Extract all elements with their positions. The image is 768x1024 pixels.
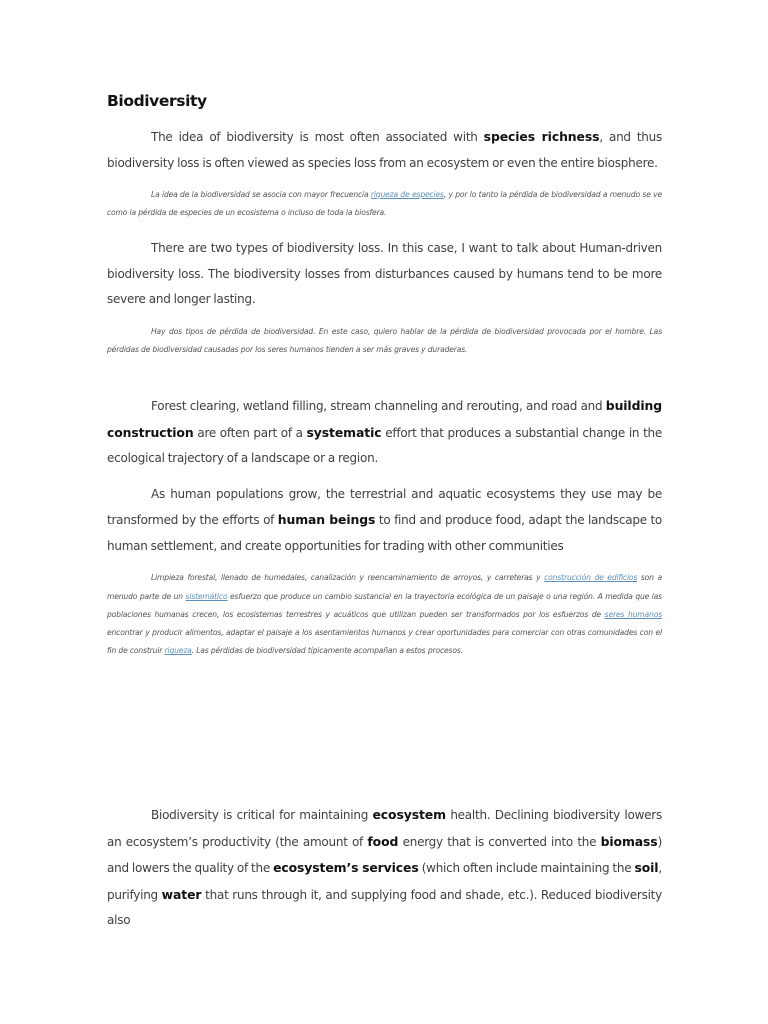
keyword-ecosystems-services: ecosystem’s services [273,860,419,876]
translation-species-richness: La idea de la biodiversidad se asocia con mayor frecuencia riqueza de especies, y por lo tanto la pérdida de biodiversidad a menudo se ve como la pérdida de especies de un ecosistema o incluso de toda la biosfera. [107,190,662,218]
paragraph-types-of-loss: There are two types of biodiversity loss. In this case, I want to talk about Human-driven biodiversity loss. The biodiversity losses from disturbances caused by humans tend to be more severe and longer lasting. [107,241,662,307]
paragraph-biodiversity-critical: Biodiversity is critical for maintaining ecosystem health. Declining biodiversity lowers an ecosystem’s productivity (the amount of food energy that is converted into the biomass) and lowers the quality of the ecosystem’s services (which often include maintaining the soil, purifying water that runs through it, and supplying food and shade, etc.). Reduced biodiversity also [107,807,662,928]
keyword-ecosystem: ecosystem [372,807,446,823]
paragraph-forest-clearing: Forest clearing, wetland filling, stream channeling and rerouting, and road and building construction are often part of a systematic effort that produces a substantial change in the ecological trajectory of a landscape or a region. [107,398,663,466]
link-riqueza-de-especies[interactable]: riqueza de especies [370,190,444,199]
link-riqueza[interactable]: riqueza [164,646,192,656]
keyword-water: water [161,886,202,902]
document-body [107,92,662,944]
keyword-biomass: biomass [600,833,658,849]
translation-types-of-loss: Hay dos tipos de pérdida de biodiversidad. En este caso, quiero hablar de la pérdida de biodiversidad provocada por el hombre. Las pérdidas de biodiversidad causadas por los seres humanos tienden a ser más graves y duraderas. [107,326,662,355]
paragraph-species-richness: The idea of biodiversity is most often associated with species richness, and thus biodiversity loss is often viewed as species loss from an ecosystem or even the entire biosphere. [107,129,662,170]
keyword-systematic: systematic [306,424,382,440]
link-sistematico[interactable]: sistemático [185,591,228,601]
paragraph-human-populations: As human populations grow, the terrestrial and aquatic ecosystems they use may be transformed by the efforts of human beings to find and produce food, adapt the landscape to human settlement, and create opportunities for trading with other communities [107,486,662,553]
keyword-food: food [367,833,399,849]
spacer [107,373,662,393]
keyword-building-construction: building construction [107,398,662,440]
link-seres-humanos[interactable]: seres humanos [604,609,662,619]
link-construccion-de-edificios[interactable]: construcción de edificios [544,573,638,583]
keyword-human-beings: human beings [277,512,376,528]
translation-forest-clearing: Limpieza forestal, llenado de humedales, canalización y reencaminamiento de arroyos, y carreteras y construcción de edificios son a menudo parte de un sistemático esfuerzo que produce un cambio sustancial en la trayectoria ecológica de un paisaje o una región. A medida que las poblaciones humanas crecen, los ecosistemas terrestres y acuáticos que utilizan pueden ser transformados por los esfuerzos de seres humanos encontrar y producir alimentos, adaptar el paisaje a los asentamientos humanos y crear oportunidades para comerciar con otras comunidades con el fin de construir riqueza. Las pérdidas de biodiversidad típicamente acompañan a estos procesos. [107,573,663,656]
keyword-soil: soil [634,860,659,876]
page-title: Biodiversity [107,92,207,110]
keyword-species-richness: species richness [483,129,600,144]
spacer [107,674,662,802]
